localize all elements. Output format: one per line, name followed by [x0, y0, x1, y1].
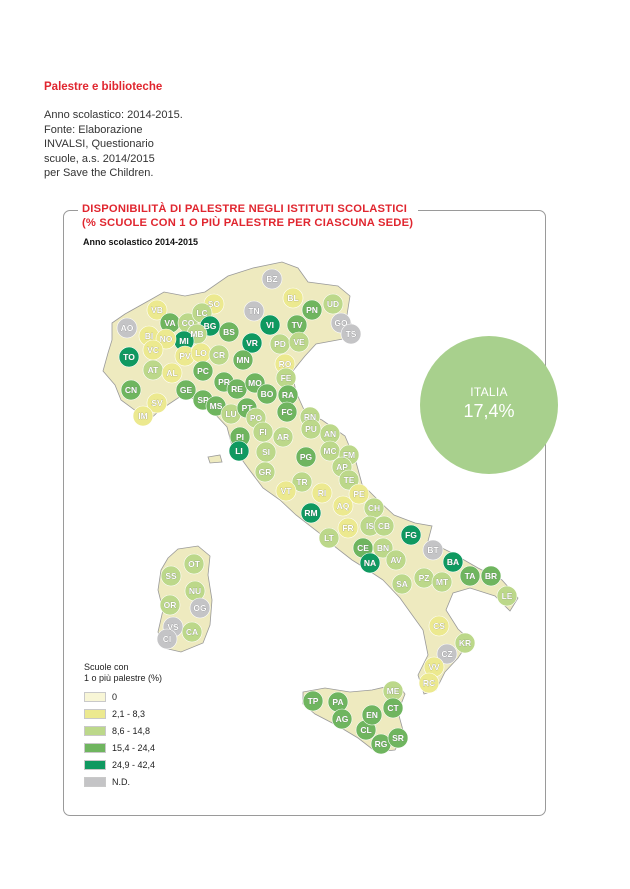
province-label-bi: BI [144, 331, 154, 341]
legend-label: 0 [112, 692, 118, 702]
province-label-ot: OT [188, 559, 200, 569]
legend-label: N.D. [112, 777, 130, 787]
legend-title-line: Scuole con [84, 662, 129, 672]
province-label-bl: BL [287, 293, 299, 303]
province-label-ge: GE [179, 385, 193, 395]
legend-label: 15,4 - 24,4 [112, 743, 156, 753]
province-label-vi: VI [265, 320, 275, 330]
province-label-me: ME [386, 686, 400, 696]
legend-item [84, 706, 162, 722]
province-label-mt: MT [435, 577, 449, 587]
province-label-co: CO [181, 318, 195, 328]
province-label-aq: AQ [336, 501, 350, 511]
province-label-an: AN [323, 429, 337, 439]
province-label-no: NO [159, 334, 173, 344]
province-label-pi: PI [235, 432, 245, 442]
legend-title [84, 662, 162, 683]
legend-item [84, 774, 162, 790]
province-label-is: IS [365, 521, 375, 531]
province-label-gr: GR [258, 467, 272, 477]
province-label-ss: SS [165, 571, 177, 581]
province-label-re: RE [231, 384, 243, 394]
province-label-pz: PZ [418, 573, 430, 583]
province-label-ag: AG [335, 714, 349, 724]
province-label-cs: CS [433, 621, 445, 631]
province-label-kr: KR [458, 638, 472, 648]
province-label-mi: MI [179, 336, 189, 346]
province-label-im: IM [138, 411, 148, 421]
province-label-ao: AO [120, 323, 134, 333]
province-label-va: VA [164, 318, 176, 328]
province-label-li: LI [235, 446, 243, 456]
province-label-vc: VC [147, 345, 159, 355]
province-label-ra: RA [281, 390, 295, 400]
province-label-pd: PD [274, 339, 286, 349]
national-average-badge [420, 336, 558, 474]
province-label-ca: CA [185, 627, 199, 637]
province-label-fe: FE [280, 373, 292, 383]
source-line: per Save the Children. [44, 167, 154, 179]
province-label-av: AV [390, 555, 402, 565]
province-label-ts: TS [345, 329, 357, 339]
source-line: Anno scolastico: 2014-2015. [44, 109, 183, 121]
legend-swatch [84, 726, 106, 736]
province-label-pa: PA [332, 697, 344, 707]
legend-swatch [84, 777, 106, 787]
province-label-bt: BT [427, 545, 439, 555]
province-label-ro: RO [278, 359, 292, 369]
province-label-rn: RN [303, 412, 317, 422]
province-label-le: LE [501, 591, 513, 601]
source-line: INVALSI, Questionario [44, 138, 154, 150]
province-label-pc: PC [197, 366, 209, 376]
province-label-fi: FI [259, 427, 267, 437]
province-label-bz: BZ [266, 274, 278, 284]
province-label-mc: MC [323, 446, 337, 456]
province-label-ar: AR [276, 432, 290, 442]
legend-label: 24,9 - 42,4 [112, 760, 156, 770]
map-title-line: DISPONIBILITÀ DI PALESTRE NEGLI ISTITUTI SCOLASTICI [82, 203, 408, 215]
province-label-og: OG [193, 603, 207, 613]
province-label-pu: PU [305, 424, 317, 434]
province-label-ms: MS [209, 401, 223, 411]
legend-item [84, 723, 162, 739]
province-label-mb: MB [190, 329, 204, 339]
province-label-ta: TA [464, 571, 476, 581]
province-label-so: SO [207, 299, 221, 309]
map-title-line: (% SCUOLE CON 1 O PIÙ PALESTRE PER CIASCUNA SEDE) [82, 216, 414, 229]
national-label: ITALIA [470, 385, 508, 399]
legend-label: 8,6 - 14,8 [112, 726, 151, 736]
province-label-go: GO [334, 318, 348, 328]
province-label-tp: TP [307, 696, 319, 706]
legend-item [84, 689, 162, 705]
province-label-vt: VT [280, 486, 292, 496]
province-label-fr: FR [342, 523, 354, 533]
province-label-lt: LT [324, 533, 334, 543]
map-subtitle: Anno scolastico 2014-2015 [83, 237, 199, 247]
province-label-sp: SP [197, 395, 209, 405]
section-title: Palestre e biblioteche [44, 81, 163, 93]
province-label-cb: CB [377, 521, 391, 531]
province-label-vb: VB [151, 305, 163, 315]
province-label-fg: FG [405, 530, 417, 540]
province-label-fc: FC [281, 407, 293, 417]
province-label-pv: PV [179, 351, 191, 361]
province-label-sa: SA [396, 579, 408, 589]
province-label-pn: PN [306, 305, 318, 315]
province-label-en: EN [366, 710, 378, 720]
province-label-ri: RI [317, 488, 327, 498]
legend [84, 662, 162, 791]
province-label-to: TO [123, 352, 135, 362]
province-label-ve: VE [293, 337, 305, 347]
province-label-vs: VS [167, 622, 179, 632]
province-label-ct: CT [387, 703, 399, 713]
province-label-tn: TN [248, 306, 260, 316]
province-label-lu: LU [225, 409, 237, 419]
province-label-ch: CH [367, 503, 381, 513]
province-label-tv: TV [291, 320, 303, 330]
province-label-bo: BO [260, 389, 274, 399]
province-label-lc: LC [196, 308, 208, 318]
province-label-vv: VV [428, 662, 440, 672]
legend-swatch [84, 743, 106, 753]
province-label-bg: BG [203, 321, 217, 331]
legend-swatch [84, 692, 106, 702]
province-label-ce: CE [357, 543, 369, 553]
legend-label: 2,1 - 8,3 [112, 709, 146, 719]
province-label-cr: CR [212, 350, 226, 360]
province-label-pg: PG [299, 452, 313, 462]
province-label-pe: PE [353, 489, 365, 499]
province-label-rm: RM [304, 508, 318, 518]
province-label-br: BR [484, 571, 498, 581]
province-label-vr: VR [246, 338, 258, 348]
source-line: Fonte: Elaborazione [44, 123, 143, 136]
province-label-na: NA [363, 558, 377, 568]
province-label-al: AL [166, 368, 178, 378]
legend-swatch [84, 709, 106, 719]
province-label-mn: MN [236, 355, 250, 365]
province-label-cz: CZ [441, 649, 453, 659]
province-label-si: SI [261, 447, 271, 457]
elba-landmass [208, 455, 222, 463]
national-value: 17,4% [463, 401, 515, 421]
province-label-mo: MO [248, 378, 262, 388]
province-label-bn: BN [376, 543, 390, 553]
legend-swatch [84, 760, 106, 770]
province-label-fm: FM [342, 450, 356, 460]
province-label-or: OR [163, 600, 177, 610]
province-label-ba: BA [446, 557, 460, 567]
province-label-bs: BS [223, 327, 235, 337]
province-label-at: AT [147, 365, 159, 375]
province-label-cn: CN [124, 385, 138, 395]
province-label-lo: LO [195, 348, 207, 358]
legend-item [84, 757, 162, 773]
province-label-pt: PT [241, 403, 253, 413]
province-label-pr: PR [218, 377, 230, 387]
province-label-tr: TR [296, 477, 308, 487]
province-label-rc: RC [422, 678, 436, 688]
province-label-rg: RG [374, 739, 388, 749]
province-label-sv: SV [151, 398, 163, 408]
province-label-po: PO [249, 413, 263, 423]
province-label-cl: CL [360, 725, 372, 735]
source-line: scuole, a.s. 2014/2015 [44, 152, 155, 165]
legend-title-line: 1 o più palestre (%) [84, 672, 163, 683]
province-label-ci: CI [162, 634, 172, 644]
legend-item [84, 740, 162, 756]
province-label-ud: UD [326, 299, 340, 309]
province-label-sr: SR [392, 733, 404, 743]
province-label-nu: NU [188, 586, 202, 596]
province-label-ap: AP [336, 462, 348, 472]
province-label-te: TE [343, 475, 355, 485]
